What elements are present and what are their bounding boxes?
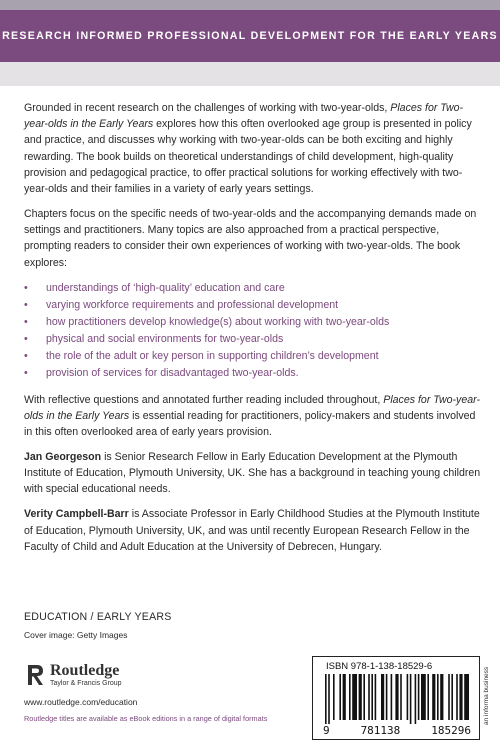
list-item: • the role of the adult or key person in supporting children’s development bbox=[24, 348, 486, 365]
top-grey-band bbox=[0, 0, 500, 10]
publisher-group: Taylor & Francis Group bbox=[50, 679, 122, 687]
cover-image-credit: Cover image: Getty Images bbox=[24, 630, 128, 640]
intro-text-end: explores how this often overlooked age group is presented in policy and practice, and discusses why working with two-year-olds can be both exciting and highly rewarding. The book builds on theoretical understandings of child development, high-quality provision and pedagogical practice, to offer practical solutions for working effectively with two-year-olds and their families in a variety of early years settings. bbox=[24, 118, 472, 196]
book-title-italic: Places for Two-year-olds in the Early Years bbox=[24, 393, 480, 422]
list-item: • varying workforce requirements and professional development bbox=[24, 297, 486, 314]
list-item: • physical and social environments for two-year-olds bbox=[24, 331, 486, 348]
closing-text-end: is essential reading for practitioners, policy-makers and students involved in this often overlooked area of early years provision. bbox=[24, 409, 476, 439]
book-title-italic: Places for Two-year-olds in the Early Years bbox=[24, 102, 464, 131]
publisher-website: www.routledge.com/education bbox=[24, 697, 138, 707]
list-item: • provision of services for disadvantaged two-year-olds. bbox=[24, 365, 486, 382]
author-name: Verity Campbell-Barr bbox=[24, 508, 129, 521]
barcode-digit-group: 185296 bbox=[431, 724, 471, 737]
closing-paragraph bbox=[24, 392, 486, 441]
topics-list bbox=[24, 280, 486, 382]
list-item: • understandings of ‘high-quality’ education and care bbox=[24, 280, 486, 297]
isbn-barcode-box bbox=[312, 656, 480, 740]
isbn-label: ISBN 978-1-138-18529-6 bbox=[326, 661, 433, 672]
closing-text-start: With reflective questions and annotated further reading included throughout, bbox=[24, 393, 384, 406]
routledge-r-icon bbox=[24, 662, 46, 688]
ebook-note: Routledge titles are available as eBook editions in a range of digital formats bbox=[24, 714, 268, 723]
chapters-paragraph: Chapters focus on the specific needs of two-year-olds and the accompanying demands made on settings and practitioners. Many topics are also approached from a practical perspective, prompting readers to consider their own experiences of working with two-year-olds. The book explores: bbox=[24, 208, 477, 269]
barcode-digits bbox=[323, 724, 471, 737]
author-name: Jan Georgeson bbox=[24, 451, 102, 464]
series-title: RESEARCH INFORMED PROFESSIONAL DEVELOPMENT FOR THE EARLY YEARS bbox=[2, 30, 498, 42]
author-bio bbox=[24, 449, 486, 498]
barcode-icon bbox=[323, 674, 471, 724]
informa-tagline: an informa business bbox=[483, 666, 490, 725]
list-item: • how practitioners develop knowledge(s) about working with two-year-olds bbox=[24, 314, 486, 331]
series-banner bbox=[0, 10, 500, 62]
barcode-digit-group: 781138 bbox=[360, 724, 401, 737]
author-bio bbox=[24, 506, 486, 555]
intro-text-start: Grounded in recent research on the challenges of working with two-year-olds, bbox=[24, 102, 391, 114]
author-bio-text: is Senior Research Fellow in Early Education Development at the Plymouth Institute of Education, Plymouth University, UK. She has a background in teaching young children with special educational needs. bbox=[24, 451, 481, 496]
intro-paragraph bbox=[24, 100, 486, 197]
author-bio-text: is Associate Professor in Early Childhood Studies at the Plymouth Institute of Education, Plymouth University, UK, and was until recently European Research Fellow in the Faculty of Child and Adult Education at the University of Debrecen, Hungary. bbox=[24, 508, 480, 553]
back-cover-text bbox=[24, 100, 486, 564]
light-grey-band bbox=[0, 62, 500, 86]
barcode-digit-group: 9 bbox=[323, 724, 330, 737]
publisher-name: Routledge bbox=[50, 661, 120, 679]
publisher-logo bbox=[24, 662, 122, 688]
subject-category: EDUCATION / EARLY YEARS bbox=[24, 611, 172, 623]
